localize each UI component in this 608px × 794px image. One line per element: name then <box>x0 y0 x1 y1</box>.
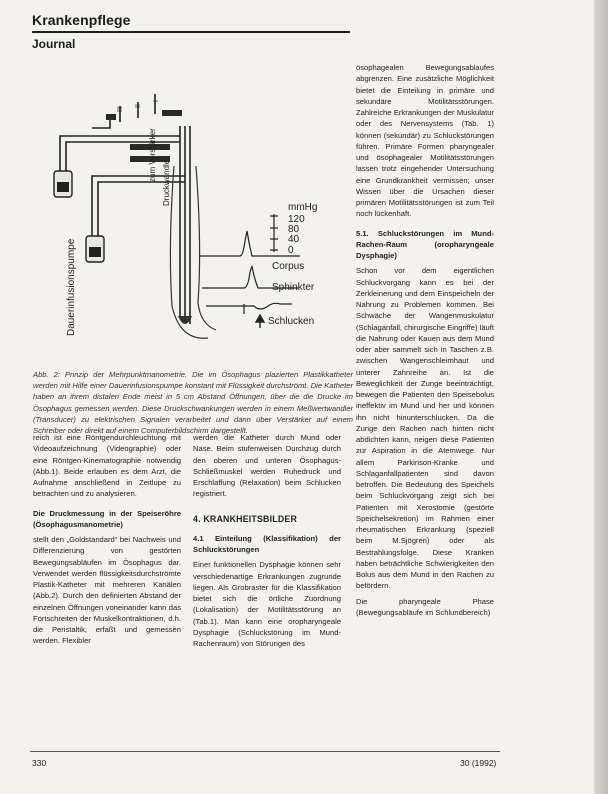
roman-label-2: II <box>135 104 142 108</box>
scale-label-0: 0 <box>288 245 294 256</box>
right-heading-oropharyngeal: 5.1. Schluckstörungen im Mund-Rachen-Raum (oropharyngeale Dysphagie) <box>356 228 494 260</box>
page-header <box>32 12 350 51</box>
mid-paragraph-1: werden die Katheter durch Mund oder Nase. Beim stufenweisen Durchzug durch den oberen und unteren Ösophagus-Schließmuskel werden Ruhedruck und Erschlaffung (Relaxation) beim Schlucken registriert. <box>193 433 341 499</box>
corpus-label: Corpus <box>272 261 305 272</box>
scale-label-40: 40 <box>288 234 300 245</box>
right-paragraph-1: ösophagealen Bewegungsablaufes abgrenzen. Eine zusätzliche Möglichkeit bietet die Einteilung in primäre und sekundäre Motilitätsstörungen. Zahlreiche Erkrankungen der Muskulatur oder des Nervensystems (Tab. 1) können (sekundär) zu Schluckstörungen führen. Primäre Formen pharyngealer und ösophagealer Motilitätsstörungen lassen trotz eingehender Untersuchung eine Grundkrankheit vermissen; unser Wissen über die Ursachen dieser primären Motilitätsstörungen ist zum Teil noch lückenhaft. <box>356 63 494 219</box>
page-number: 330 <box>32 758 47 768</box>
swallow-label: Schlucken <box>268 316 315 327</box>
journal-label: Journal <box>32 36 76 51</box>
scale-label-80: 80 <box>288 224 300 235</box>
section-title: Krankenpflege <box>32 12 131 28</box>
mid-heading-classification: 4.1 Einteilung (Klassifikation) der Schluckstörungen <box>193 533 341 554</box>
right-column <box>356 62 494 622</box>
pump-label: Dauerinfusionspumpe <box>66 238 77 336</box>
unit-label: mmHg <box>288 202 318 213</box>
sphincter-label: Sphinkter <box>272 282 315 293</box>
left-paragraph-1: reich ist eine Röntgendurchleuchtung mit Videoaufzeichnung (Videographie) oder eine Röntgen-Kinematographie notwendig (Abb.1). Beide erlauben es dem Arzt, die Aufnahme anschließend in Zeitlupe zu betrachten und zu analysieren. <box>33 433 181 499</box>
middle-column <box>193 432 341 653</box>
mid-heading-chapter: 4. KRANKHEITSBILDER <box>193 513 297 524</box>
manometry-diagram <box>30 66 354 368</box>
issue-label: 30 (1992) <box>460 758 497 768</box>
scale-label-120: 120 <box>288 214 305 225</box>
right-paragraph-3: Die pharyngeale Phase (Bewegungsabläufe im Schlundbereich) <box>356 596 494 617</box>
amplifier-label: zum Verstärker <box>148 128 157 182</box>
left-column <box>33 432 181 651</box>
manometry-figure <box>30 66 354 368</box>
page-edge-shadow <box>594 0 608 794</box>
mid-paragraph-2: Einer funktionellen Dysphagie können sehr verschiedenartige Erkrankungen zugrunde liegen. Als Grobraster für die Klassifikation bietet sich die örtliche Zuordnung (Lokalisation) der Motilitätsstörung an (Tab.1). Man kann eine oropharyngeale Dysphagie (Schluckstörung im Mund-Rachenraum) von Störungen des <box>193 560 341 648</box>
roman-label-1: I <box>153 100 160 102</box>
figure-caption: Abb. 2: Prinzip der Mehrpunktmanometrie. Die im Ösophagus plazierten Plastikkatheter werden mit Hilfe einer Dauerinfusionspumpe konstant mit Flüssigkeit durchströmt. Die Katheter haben an ihrem distalen Ende meist in 5 cm Abstand Öffnungen, über die die Drucke im Ösophagus gemessen werden. Diese Druckschwankungen werden in einem Meßwertwandler (Transducer) zu elektrischen Signalen verarbeitet und dann über Verstärker auf einem Schreiber oder direkt auf einem Computerbildschirm dargestellt. <box>33 370 353 436</box>
footer-rule <box>30 751 500 752</box>
header-rule <box>32 31 350 33</box>
transducer-label: Druckwandler <box>162 157 171 206</box>
roman-label-3: III <box>117 106 124 112</box>
left-heading-manometry: Die Druckmessung in der Speiseröhre (Ösophagusmanometrie) <box>33 508 181 529</box>
left-paragraph-2: stellt den „Goldstandard“ bei Nachweis und Differenzierung von gestörten Bewegungsabläufen im Ösophagus dar. Verwendet werden flüssigkeitsdurchströmte Plastik-Katheter mit mehreren Kanälen (Abb.2). Durch den definierten Abstand der einzelnen Öffnungen voneinander kann das Fortschreiten der Muskelkontraktionen, d.h. die Peristaltik, erfaßt und gemessen werden. Flexibler <box>33 535 181 646</box>
right-paragraph-2: Schon vor dem eigentlichen Schluckvorgang kann es bei der Zerkleinerung und dem Einspeicheln der Nahrung zu Problemen kommen. Bei Schwäche der Wangenmuskulatur (Schlaganfall, chirurgische Eingriffe) läuft die Nahrung oder Kauen aus dem Mund oder aber sammelt sich in Taschen z.B. zwischen Wangenschleimhaut und unterer Zahnreihe an. Ist die Beweglichkeit der Zunge beeinträchtigt, bewegen die Patienten den Speisebolus ineffektiv im Mund und her und können ihn nicht hinunterschlucken. Da die Zunge den Rachen nach hinten nicht abdichten kann, neigen diese Patienten zur Aspiration in die Atemwege. Nur allem Parkinson-Kranke und Schlaganfallpatienten sind davon betroffen. Die Bedeutung des Speichels beim Schluckvorgang zeigt sich bei Patienten mit Xerostomie (gestörte Speichelsekretion) im Rahmen einer rheumatischen Erkrankung (speziell beim M.Sjögren) oder als Bestrahlungsfolge. Diese Kranken haben beträchtliche Schwierigkeiten den Bolus aus dem Mund in den Rachen zu befördern. <box>356 266 494 591</box>
